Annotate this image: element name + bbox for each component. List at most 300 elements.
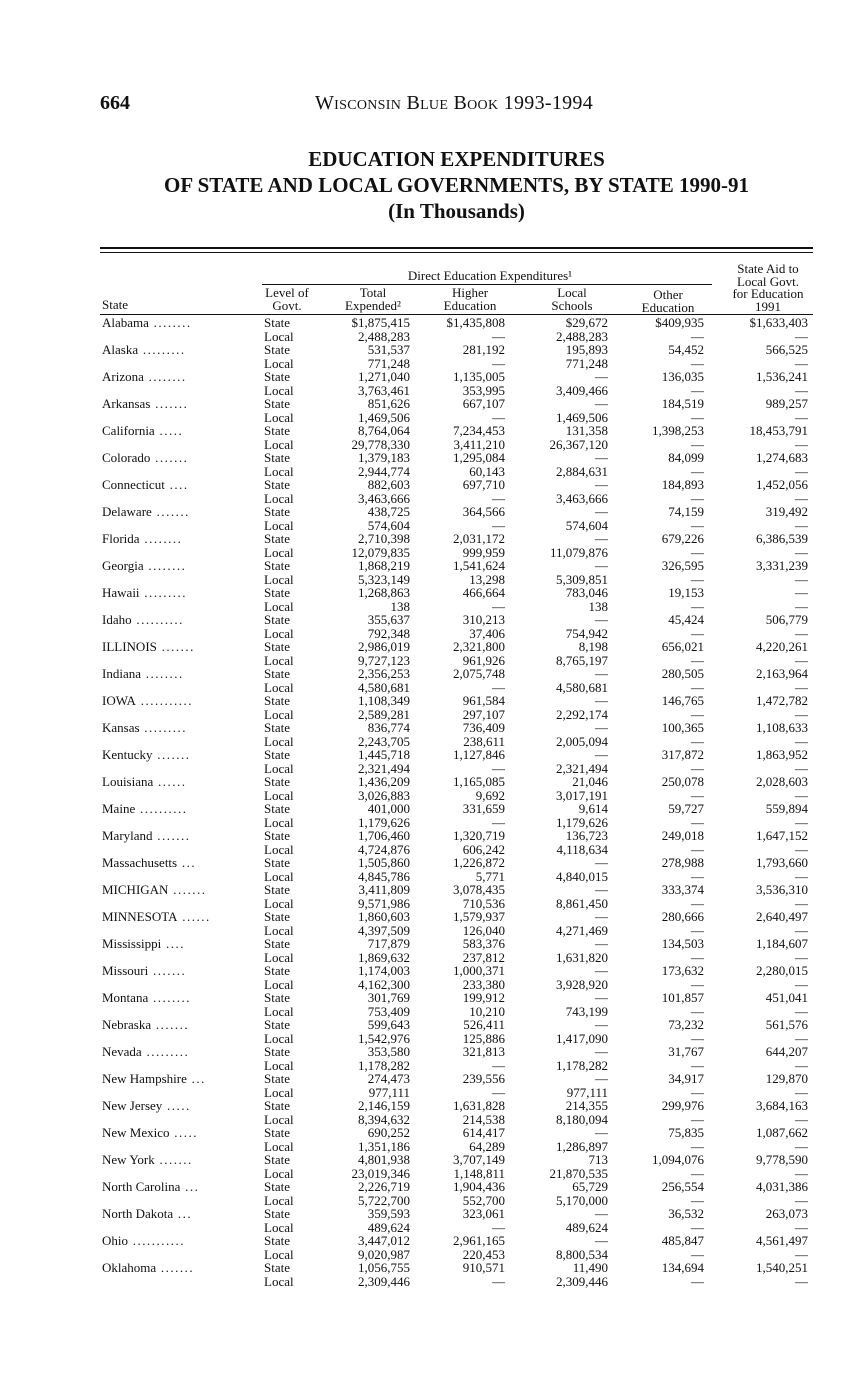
cell-aid: —	[795, 1165, 808, 1181]
cell-aid: 4,031,386	[756, 1179, 808, 1194]
cell-level: Local	[264, 652, 294, 668]
cell-total: 4,724,876	[358, 841, 410, 857]
cell-total: 1,868,219	[358, 558, 410, 573]
cell-higher: 323,061	[462, 1206, 505, 1221]
cell-other: —	[691, 1192, 704, 1208]
cell-level: State	[264, 423, 290, 438]
cell-total: 3,411,809	[358, 882, 410, 897]
cell-aid: —	[795, 949, 808, 965]
column-header-local-line2: Schools	[551, 297, 593, 313]
table-row	[0, 1072, 859, 1086]
cell-local: 8,198	[578, 639, 608, 654]
cell-state	[102, 964, 252, 978]
cell-level: Local	[264, 1165, 294, 1181]
cell-level: State	[264, 882, 290, 897]
table-row	[0, 829, 859, 843]
state-name: Maryland	[102, 829, 153, 843]
state-name: Arizona	[102, 370, 144, 384]
cell-other: 1,094,076	[652, 1152, 704, 1167]
cell-other: —	[691, 1084, 704, 1100]
cell-higher: —	[492, 1084, 505, 1100]
cell-total: 1,351,186	[358, 1138, 410, 1154]
cell-aid: 3,684,163	[756, 1098, 808, 1113]
cell-level: Local	[264, 1138, 294, 1154]
table-row	[0, 1167, 859, 1181]
column-header-total-line2: Expended²	[345, 297, 401, 313]
cell-local: —	[595, 369, 608, 384]
cell-local: —	[595, 855, 608, 870]
cell-other: 59,727	[668, 801, 704, 816]
cell-other: 34,917	[668, 1071, 704, 1086]
cell-other: —	[691, 1246, 704, 1262]
cell-other: —	[691, 787, 704, 803]
cell-total: 1,869,632	[358, 949, 410, 965]
cell-state	[102, 424, 252, 438]
cell-higher: —	[492, 355, 505, 371]
cell-local: 743,199	[565, 1003, 608, 1019]
table-row	[0, 451, 859, 465]
leader-dots: .......	[151, 505, 190, 519]
cell-aid: —	[795, 895, 808, 911]
cell-local: 8,800,534	[556, 1246, 608, 1262]
cell-aid: 129,870	[765, 1071, 808, 1086]
cell-level: State	[264, 585, 290, 600]
cell-higher: 13,298	[469, 571, 505, 587]
leader-dots: .......	[150, 397, 189, 411]
table-row	[0, 546, 859, 560]
cell-state	[102, 856, 252, 870]
cell-total: 1,108,349	[358, 693, 410, 708]
state-name: Kansas	[102, 721, 140, 735]
cell-other: —	[691, 652, 704, 668]
cell-state	[102, 586, 252, 600]
table-row	[0, 492, 859, 506]
cell-other: —	[691, 1219, 704, 1235]
cell-total: 1,445,718	[358, 747, 410, 762]
cell-level: State	[264, 855, 290, 870]
table-row	[0, 586, 859, 600]
cell-local: 1,178,282	[556, 1057, 608, 1073]
state-name: Idaho	[102, 613, 132, 627]
cell-higher: —	[492, 598, 505, 614]
cell-other: 101,857	[661, 990, 704, 1005]
cell-local: 1,631,820	[556, 949, 608, 965]
cell-local: —	[595, 612, 608, 627]
cell-local: —	[595, 936, 608, 951]
cell-higher: 353,995	[462, 382, 505, 398]
cell-total: 717,879	[367, 936, 410, 951]
cell-aid: —	[795, 922, 808, 938]
cell-aid: —	[795, 1084, 808, 1100]
cell-level: State	[264, 774, 290, 789]
cell-total: 836,774	[367, 720, 410, 735]
cell-local: 8,180,094	[556, 1111, 608, 1127]
cell-local: 2,884,631	[556, 463, 608, 479]
table-row	[0, 1126, 859, 1140]
table-row	[0, 478, 859, 492]
table-title	[100, 146, 813, 224]
state-name: Ohio	[102, 1234, 128, 1248]
cell-total: 4,801,938	[358, 1152, 410, 1167]
cell-other: —	[691, 814, 704, 830]
table-row	[0, 816, 859, 830]
cell-local: 4,271,469	[556, 922, 608, 938]
cell-local: 1,417,090	[556, 1030, 608, 1046]
table-row	[0, 762, 859, 776]
cell-aid: —	[795, 409, 808, 425]
cell-state	[102, 1153, 252, 1167]
cell-higher: —	[492, 1219, 505, 1235]
table-row	[0, 708, 859, 722]
cell-level: Local	[264, 1219, 294, 1235]
cell-level: Local	[264, 625, 294, 641]
cell-higher: —	[492, 409, 505, 425]
cell-local: 138	[588, 598, 608, 614]
column-header-state-aid	[718, 263, 818, 313]
cell-local: —	[595, 558, 608, 573]
cell-higher: 1,904,436	[453, 1179, 505, 1194]
cell-aid: 263,073	[765, 1206, 808, 1221]
state-name: North Carolina	[102, 1180, 181, 1194]
cell-local: —	[595, 1044, 608, 1059]
cell-other: —	[691, 328, 704, 344]
column-header-aid-line2: Local Govt.	[736, 273, 800, 289]
table-row	[0, 411, 859, 425]
cell-total: 12,079,835	[351, 544, 410, 560]
cell-level: Local	[264, 1273, 294, 1289]
leader-dots: .......	[152, 748, 191, 762]
cell-level: State	[264, 801, 290, 816]
cell-total: 401,000	[367, 801, 410, 816]
cell-local: 65,729	[572, 1179, 608, 1194]
cell-higher: 9,692	[475, 787, 505, 803]
cell-aid: 2,163,964	[756, 666, 808, 681]
table-row	[0, 978, 859, 992]
cell-higher: 2,321,800	[453, 639, 505, 654]
cell-aid: —	[795, 976, 808, 992]
cell-local: —	[595, 990, 608, 1005]
cell-total: 353,580	[367, 1044, 410, 1059]
cell-higher: 7,234,453	[453, 423, 505, 438]
leader-dots: ...	[173, 1207, 193, 1221]
cell-other: $409,935	[655, 315, 704, 330]
cell-aid: 1,793,660	[756, 855, 808, 870]
cell-aid: —	[795, 571, 808, 587]
cell-level: State	[264, 909, 290, 924]
table-row	[0, 1180, 859, 1194]
cell-total: 3,463,666	[358, 490, 410, 506]
cell-aid: 18,453,791	[749, 423, 808, 438]
table-row	[0, 870, 859, 884]
cell-higher: 64,289	[469, 1138, 505, 1154]
cell-higher: 466,664	[462, 585, 505, 600]
table-row	[0, 667, 859, 681]
cell-other: 333,374	[661, 882, 704, 897]
table-row	[0, 1059, 859, 1073]
cell-other: —	[691, 1165, 704, 1181]
cell-higher: 220,453	[462, 1246, 505, 1262]
cell-total: 8,764,064	[358, 423, 410, 438]
state-name: New Jersey	[102, 1099, 163, 1113]
cell-level: State	[264, 396, 290, 411]
table-row	[0, 1005, 859, 1019]
state-name: Louisiana	[102, 775, 154, 789]
cell-local: 26,367,120	[549, 436, 608, 452]
cell-state	[102, 1099, 252, 1113]
cell-state	[102, 829, 252, 843]
cell-other: 74,159	[668, 504, 704, 519]
cell-level: State	[264, 1233, 290, 1248]
cell-higher: —	[492, 490, 505, 506]
cell-local: —	[595, 747, 608, 762]
title-line-3: (In Thousands)	[388, 199, 525, 223]
cell-higher: 238,611	[463, 733, 505, 749]
cell-state	[102, 370, 252, 384]
cell-local: 977,111	[566, 1084, 608, 1100]
column-header-level-line2: Govt.	[272, 297, 302, 313]
table-row	[0, 343, 859, 357]
cell-aid: 1,108,633	[756, 720, 808, 735]
table-row	[0, 924, 859, 938]
column-header-state: State	[102, 297, 128, 312]
cell-total: 5,722,700	[358, 1192, 410, 1208]
cell-higher: 199,912	[462, 990, 505, 1005]
cell-local: 2,309,446	[556, 1273, 608, 1289]
state-name: Kentucky	[102, 748, 153, 762]
top-double-rule-1	[100, 247, 813, 249]
cell-level: Local	[264, 1057, 294, 1073]
cell-state	[102, 694, 252, 708]
table-row	[0, 573, 859, 587]
cell-total: 4,162,300	[358, 976, 410, 992]
leader-dots: ........	[143, 370, 187, 384]
cell-level: Local	[264, 571, 294, 587]
cell-state	[102, 775, 252, 789]
state-name: Indiana	[102, 667, 141, 681]
cell-aid: 1,184,607	[756, 936, 808, 951]
cell-local: —	[595, 396, 608, 411]
cell-state	[102, 667, 252, 681]
table-row	[0, 1234, 859, 1248]
cell-local: 8,861,450	[556, 895, 608, 911]
leader-dots: ..........	[131, 613, 184, 627]
cell-level: Local	[264, 733, 294, 749]
cell-level: State	[264, 342, 290, 357]
cell-local: 136,723	[565, 828, 608, 843]
table-row	[0, 1261, 859, 1275]
cell-total: 2,309,446	[358, 1273, 410, 1289]
table-row	[0, 1221, 859, 1235]
cell-aid: 3,331,239	[756, 558, 808, 573]
cell-level: State	[264, 747, 290, 762]
cell-local: 11,079,876	[549, 544, 608, 560]
cell-aid: —	[795, 733, 808, 749]
leader-dots: .....	[162, 1099, 191, 1113]
cell-aid: 1,274,683	[756, 450, 808, 465]
table-row	[0, 519, 859, 533]
cell-state	[102, 1126, 252, 1140]
cell-higher: 1,541,624	[453, 558, 505, 573]
cell-higher: 10,210	[469, 1003, 505, 1019]
cell-state	[102, 451, 252, 465]
cell-total: 301,769	[367, 990, 410, 1005]
cell-local: —	[595, 450, 608, 465]
cell-aid: —	[795, 490, 808, 506]
cell-state	[102, 1207, 252, 1221]
cell-local: 5,309,851	[556, 571, 608, 587]
cell-level: Local	[264, 1192, 294, 1208]
leader-dots: .......	[151, 1018, 190, 1032]
table-row	[0, 951, 859, 965]
state-name: MICHIGAN	[102, 883, 169, 897]
cell-other: —	[691, 868, 704, 884]
cell-other: 75,835	[668, 1125, 704, 1140]
state-name: MINNESOTA	[102, 910, 178, 924]
cell-aid: —	[795, 760, 808, 776]
cell-level: State	[264, 828, 290, 843]
cell-total: 1,174,003	[358, 963, 410, 978]
table-row	[0, 640, 859, 654]
column-header-higher	[425, 287, 515, 312]
cell-higher: 364,566	[462, 504, 505, 519]
cell-total: 438,725	[367, 504, 410, 519]
cell-total: 23,019,346	[351, 1165, 410, 1181]
cell-level: State	[264, 1044, 290, 1059]
cell-aid: 1,540,251	[756, 1260, 808, 1275]
cell-local: —	[595, 1017, 608, 1032]
cell-aid: $1,633,403	[749, 315, 808, 330]
table-row	[0, 559, 859, 573]
cell-aid: 506,779	[765, 612, 808, 627]
cell-aid: —	[795, 1219, 808, 1235]
page-number: 664	[100, 92, 130, 114]
cell-total: 1,056,755	[358, 1260, 410, 1275]
leader-dots: ...........	[135, 694, 193, 708]
cell-state	[102, 478, 252, 492]
table-row	[0, 775, 859, 789]
cell-local: 574,604	[565, 517, 608, 533]
cell-level: State	[264, 1152, 290, 1167]
table-row	[0, 1086, 859, 1100]
cell-other: 249,018	[661, 828, 704, 843]
column-header-aid-line1: State Aid to	[737, 261, 799, 276]
cell-aid: 2,280,015	[756, 963, 808, 978]
cell-other: 280,505	[661, 666, 704, 681]
cell-other: —	[691, 1138, 704, 1154]
cell-aid: —	[795, 463, 808, 479]
table-row	[0, 964, 859, 978]
column-header-higher-line1: Higher	[451, 285, 489, 300]
table-row	[0, 883, 859, 897]
cell-aid: 1,087,662	[756, 1125, 808, 1140]
table-row	[0, 802, 859, 816]
state-name: Arkansas	[102, 397, 151, 411]
cell-aid: 4,220,261	[756, 639, 808, 654]
cell-level: State	[264, 315, 290, 330]
cell-other: —	[691, 1030, 704, 1046]
table-row	[0, 910, 859, 924]
cell-higher: 281,192	[462, 342, 505, 357]
cell-local: 2,321,494	[556, 760, 608, 776]
cell-higher: 1,127,846	[453, 747, 505, 762]
cell-state	[102, 721, 252, 735]
cell-level: State	[264, 612, 290, 627]
table-row	[0, 897, 859, 911]
cell-higher: 2,075,748	[453, 666, 505, 681]
cell-state	[102, 883, 252, 897]
cell-aid: 6,386,539	[756, 531, 808, 546]
table-row	[0, 384, 859, 398]
cell-local: 3,928,920	[556, 976, 608, 992]
cell-other: —	[691, 922, 704, 938]
cell-state	[102, 1234, 252, 1248]
cell-other: —	[691, 355, 704, 371]
cell-higher: —	[492, 814, 505, 830]
cell-aid: —	[795, 1111, 808, 1127]
leader-dots: ...	[180, 1180, 200, 1194]
leader-dots: .......	[156, 640, 195, 654]
cell-other: —	[691, 895, 704, 911]
cell-other: 656,021	[661, 639, 704, 654]
cell-aid: 2,028,603	[756, 774, 808, 789]
column-header-higher-line2: Education	[443, 297, 497, 313]
cell-aid: 451,041	[765, 990, 808, 1005]
cell-total: 3,763,461	[358, 382, 410, 398]
table-row	[0, 1140, 859, 1154]
column-header-total-line1: Total	[359, 285, 387, 300]
state-name: Missouri	[102, 964, 149, 978]
cell-local: 11,490	[572, 1260, 608, 1275]
cell-higher: 710,536	[462, 895, 505, 911]
cell-level: State	[264, 504, 290, 519]
cell-other: —	[691, 733, 704, 749]
cell-state	[102, 532, 252, 546]
leader-dots: ........	[140, 667, 184, 681]
cell-higher: 1,148,811	[453, 1165, 505, 1181]
cell-other: —	[691, 436, 704, 452]
cell-total: 599,643	[367, 1017, 410, 1032]
cell-local: —	[595, 504, 608, 519]
state-name: North Dakota	[102, 1207, 174, 1221]
cell-other: —	[691, 1003, 704, 1019]
cell-other: 326,595	[661, 558, 704, 573]
leader-dots: ......	[153, 775, 187, 789]
cell-level: Local	[264, 517, 294, 533]
column-group-header: Direct Education Expenditures¹	[407, 268, 573, 283]
cell-state	[102, 748, 252, 762]
cell-state	[102, 937, 252, 951]
leader-dots: ....	[164, 478, 189, 492]
cell-total: $1,875,415	[351, 315, 410, 330]
cell-local: 489,624	[565, 1219, 608, 1235]
table-row	[0, 505, 859, 519]
cell-total: 1,505,860	[358, 855, 410, 870]
cell-local: —	[595, 1233, 608, 1248]
cell-local: 783,046	[565, 585, 608, 600]
cell-aid: —	[795, 544, 808, 560]
cell-local: $29,672	[565, 315, 608, 330]
cell-aid: —	[795, 598, 808, 614]
cell-level: State	[264, 1017, 290, 1032]
cell-level: Local	[264, 1246, 294, 1262]
cell-total: 882,603	[367, 477, 410, 492]
cell-other: —	[691, 1057, 704, 1073]
cell-higher: 583,376	[462, 936, 505, 951]
cell-other: 19,153	[668, 585, 704, 600]
cell-higher: —	[492, 517, 505, 533]
cell-other: 485,847	[661, 1233, 704, 1248]
table-row	[0, 991, 859, 1005]
